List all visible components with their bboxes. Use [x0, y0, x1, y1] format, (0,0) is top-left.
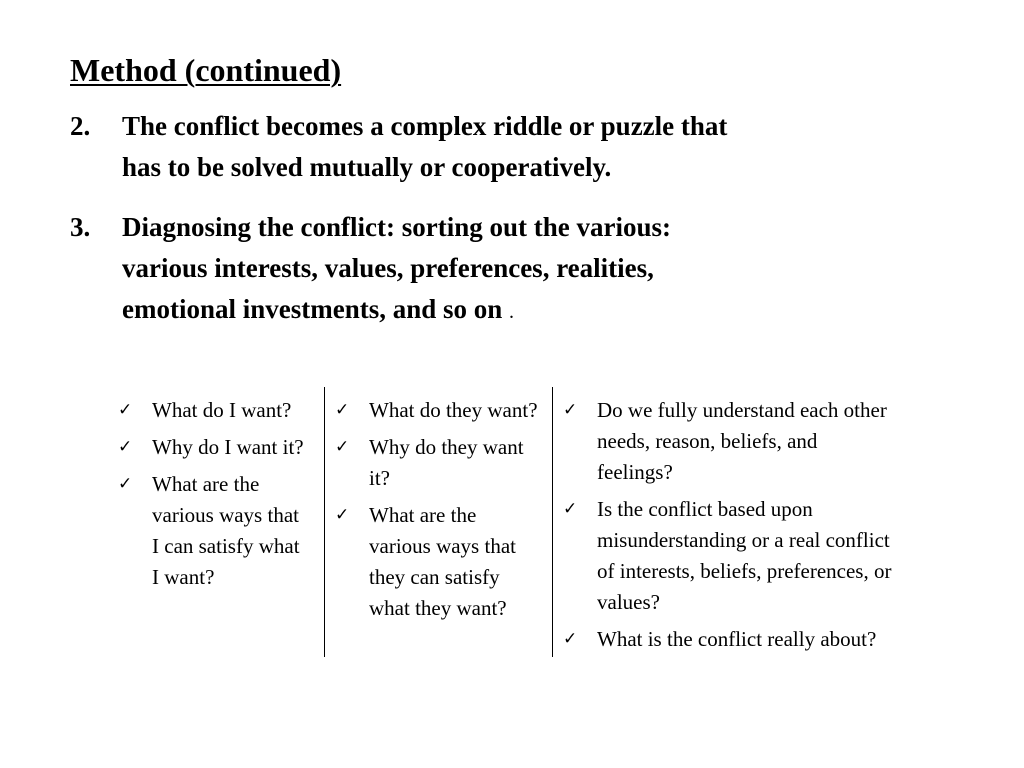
checkmark-icon: ✓ [118, 400, 133, 420]
diagnosis-questions-columns [108, 387, 912, 657]
checkmark-icon: ✓ [563, 400, 578, 420]
checklist-item-line: Do we fully understand each other [597, 398, 887, 422]
checklist-item-text [597, 395, 887, 488]
checklist-item-line: values? [597, 590, 660, 614]
checklist-item-line: What are the [369, 503, 477, 527]
checklist-item-line: of interests, beliefs, preferences, or [597, 559, 892, 583]
checklist-item-line: What are the [152, 472, 260, 496]
checkmark-icon: ✓ [335, 400, 350, 420]
checklist-item-line: Why do I want it? [152, 435, 304, 459]
numbered-point-2 [70, 106, 910, 188]
checklist-item-line: What do I want? [152, 398, 292, 422]
checklist-item [333, 432, 548, 494]
checklist-item-line: Why do they want [369, 435, 524, 459]
checklist-item-text [152, 469, 300, 593]
point-line-text: emotional investments, and so on [122, 294, 503, 324]
checklist-item-line: needs, reason, beliefs, and [597, 429, 818, 453]
checklist-item-text [597, 624, 876, 655]
checklist-item-line: feelings? [597, 460, 673, 484]
checkmark-icon: ✓ [335, 437, 350, 457]
checkmark-icon: ✓ [118, 437, 133, 457]
checklist-item-line: what they want? [369, 596, 507, 620]
numbered-point-3 [70, 207, 910, 333]
checklist-item-text [597, 494, 891, 618]
checkmark-icon: ✓ [118, 474, 133, 494]
mutual-understanding-column [552, 387, 912, 657]
checklist-item-line: Is the conflict based upon [597, 497, 813, 521]
my-wants-column [108, 387, 324, 657]
checklist-item-text [369, 432, 524, 494]
slide-title: Method (continued) [70, 52, 342, 88]
point-line [122, 289, 910, 333]
their-wants-column [324, 387, 552, 657]
point-line: The conflict becomes a complex riddle or puzzle that [122, 111, 728, 141]
checkmark-icon: ✓ [563, 629, 578, 649]
checklist-item [561, 494, 908, 618]
point-line: Diagnosing the conflict: sorting out the various: [122, 212, 671, 242]
checklist-item-line: it? [369, 466, 390, 490]
point-line: has to be solved mutually or cooperatively. [122, 152, 612, 182]
checklist-item-text [152, 395, 291, 426]
checklist-item-line: misunderstanding or a real conflict [597, 528, 890, 552]
point-number: 3. [70, 212, 91, 242]
checklist-item-line: What is the conflict really about? [597, 627, 877, 651]
checklist-item [561, 624, 908, 655]
checklist-item-line: What do they want? [369, 398, 538, 422]
checklist-item-line: I want? [152, 565, 215, 589]
checklist-item [116, 469, 320, 593]
checklist-item [116, 395, 320, 426]
checkmark-icon: ✓ [335, 505, 350, 525]
checklist-item-line: various ways that [152, 503, 299, 527]
point-number: 2. [70, 111, 91, 141]
checklist-item-text [152, 432, 304, 463]
checklist-item [561, 395, 908, 488]
checklist-item-line: various ways that [369, 534, 516, 558]
point-line: various interests, values, preferences, realities, [122, 253, 654, 283]
checklist-item [333, 395, 548, 426]
point-text [122, 207, 910, 333]
checklist-item [116, 432, 320, 463]
checklist-item [333, 500, 548, 624]
checkmark-icon: ✓ [563, 499, 578, 519]
checklist-item-text [369, 395, 538, 426]
trailing-period: . [509, 301, 515, 323]
point-text [122, 106, 910, 188]
checklist-item-text [369, 500, 516, 624]
checklist-item-line: I can satisfy what [152, 534, 300, 558]
checklist-item-line: they can satisfy [369, 565, 500, 589]
